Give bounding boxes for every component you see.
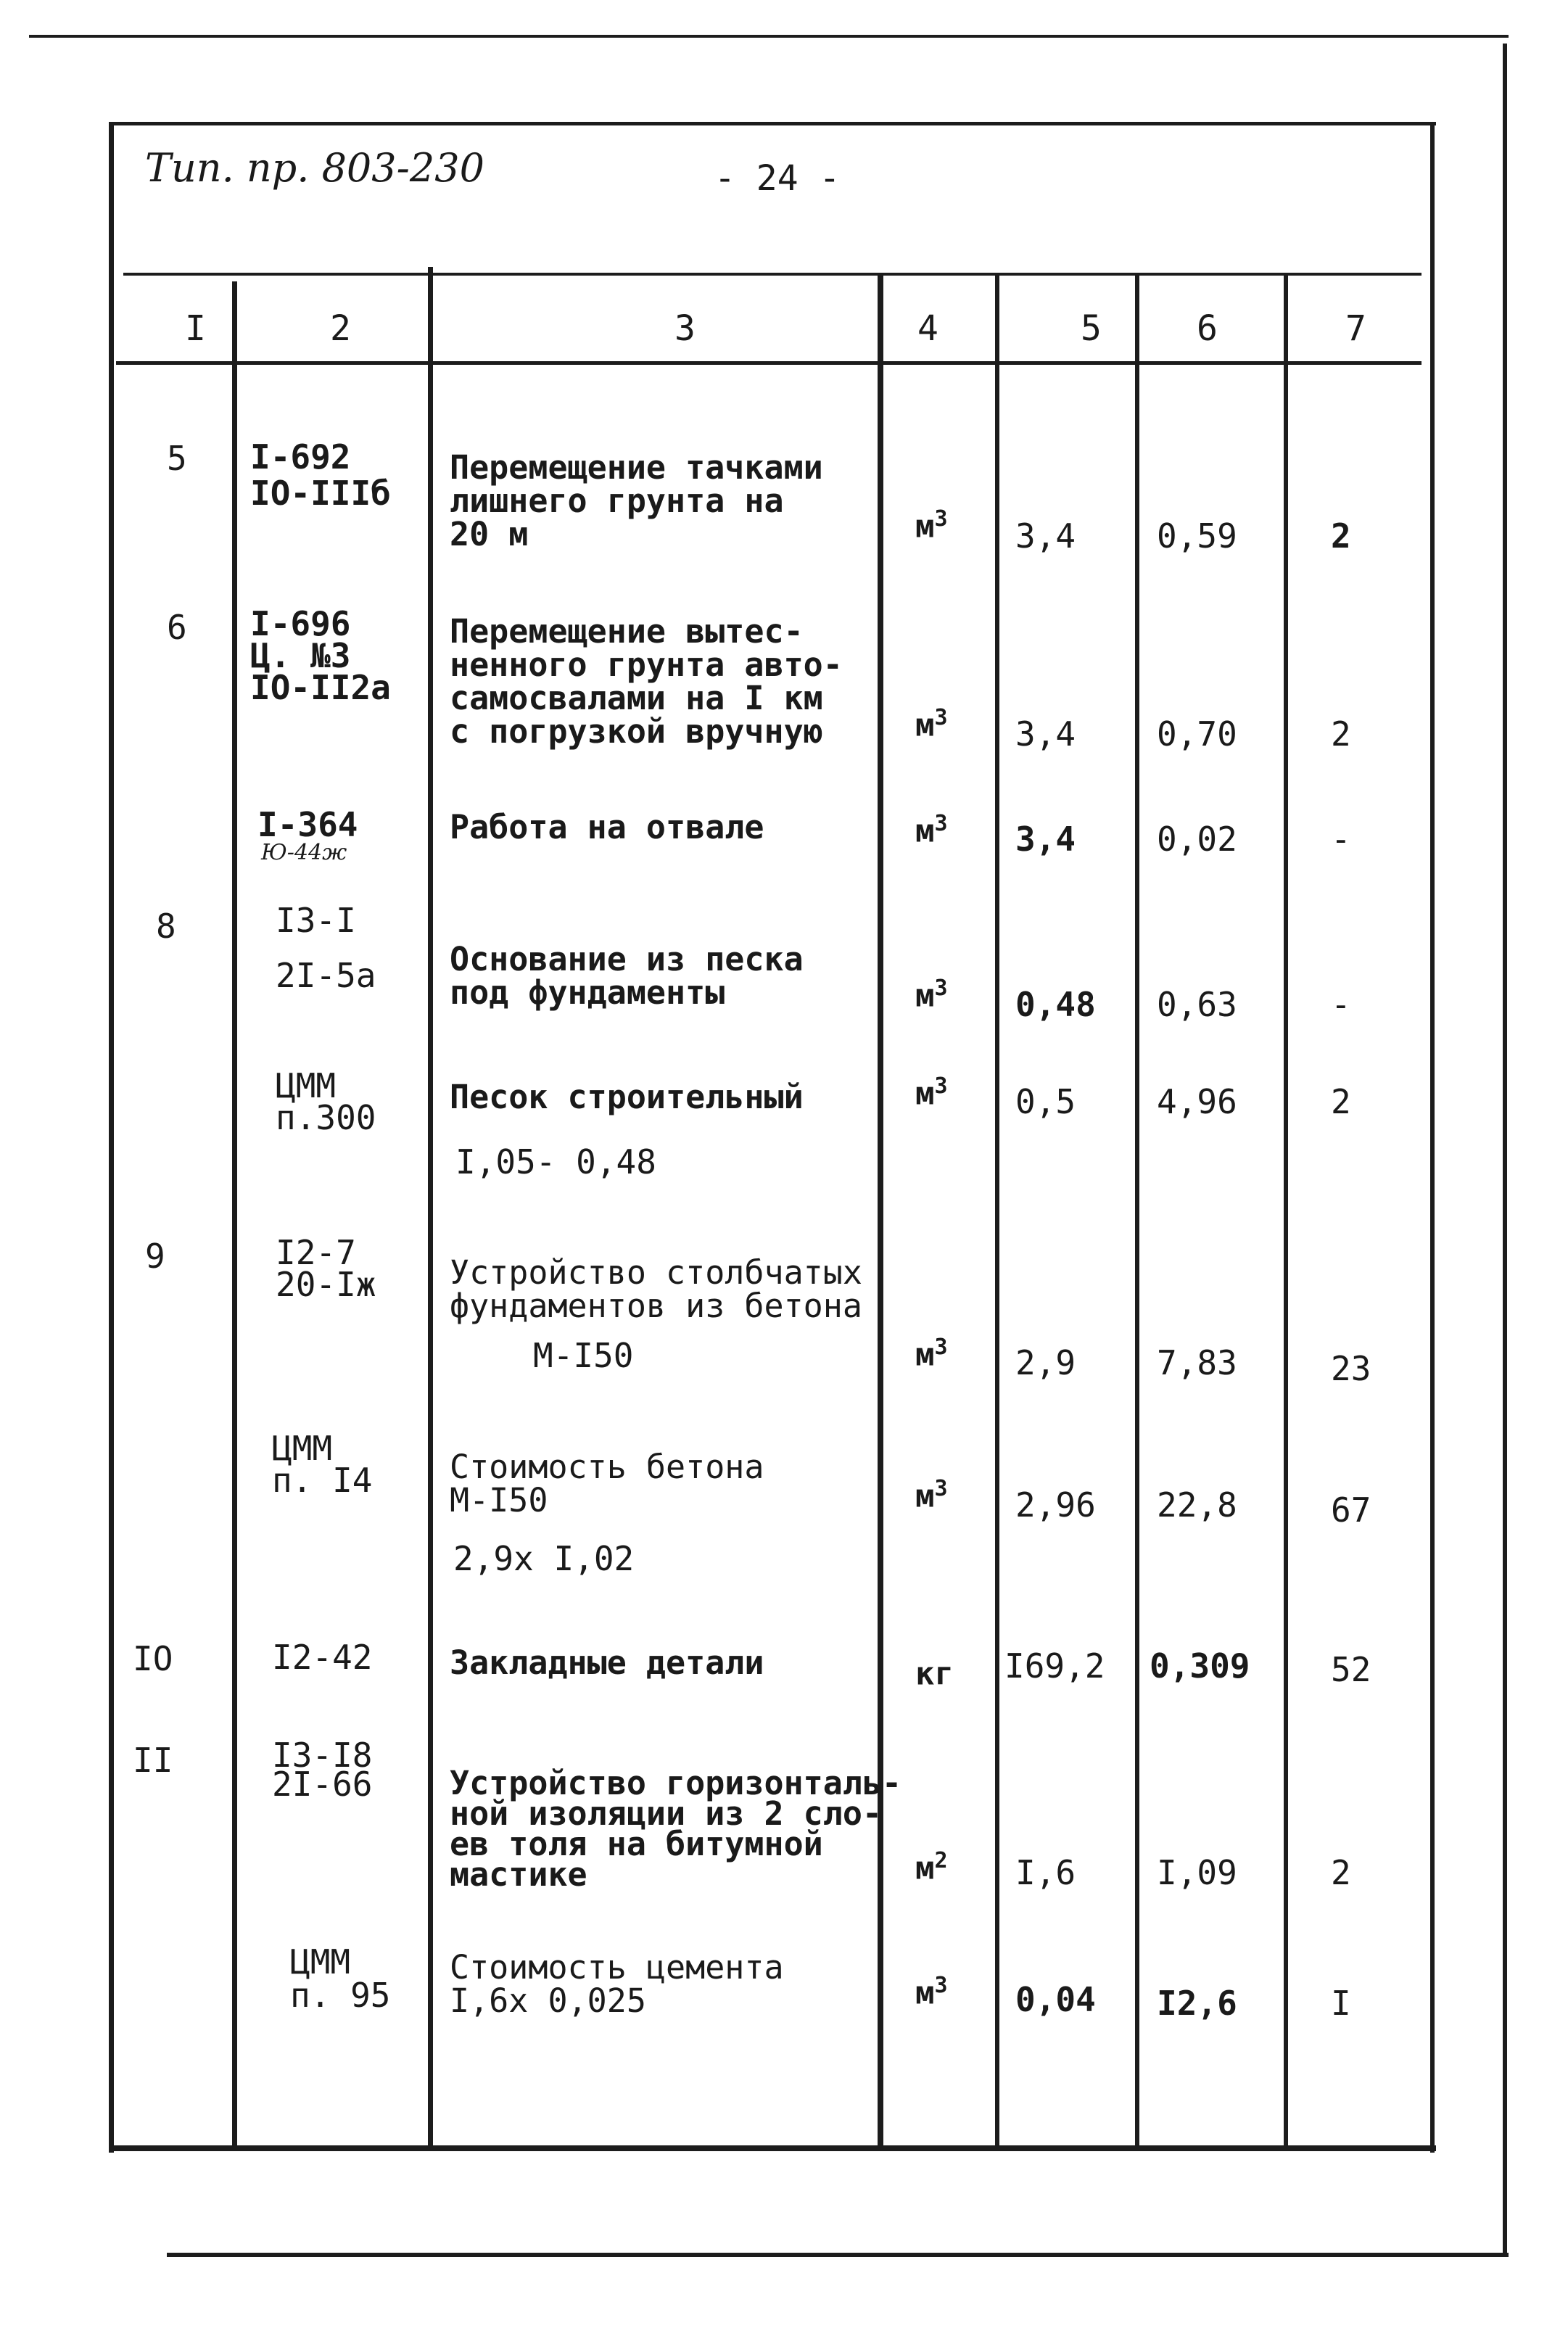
col-header-5: 5 xyxy=(1081,308,1102,349)
total: 52 xyxy=(1331,1650,1371,1689)
quantity: 3,4 xyxy=(1015,820,1076,859)
row-number: 5 xyxy=(167,439,187,478)
col-header-4: 4 xyxy=(917,308,938,349)
unit: $м^3$ xyxy=(915,1476,948,1515)
unit-price: 22,8 xyxy=(1157,1485,1237,1525)
work-description: Работа на отвале xyxy=(450,808,764,846)
work-description: Перемещение вытес- ненного грунта авто- самосвалами на I км с погрузкой вручную xyxy=(450,612,843,751)
frame-right xyxy=(1430,122,1435,2153)
row-number: 9 xyxy=(145,1237,165,1276)
unit: $м^3$ xyxy=(915,975,948,1015)
total: 67 xyxy=(1331,1490,1371,1530)
unit: $м^3$ xyxy=(915,705,948,744)
concrete-grade: М-I50 xyxy=(533,1336,634,1375)
norm-code: ЦММ п.300 xyxy=(276,1066,376,1137)
col-header-6: 6 xyxy=(1197,308,1218,349)
col-header-3: 3 xyxy=(674,308,696,349)
header-bottom-rule xyxy=(116,361,1421,365)
total: - xyxy=(1331,820,1351,859)
header-top-rule xyxy=(123,273,1421,276)
unit: $м^2$ xyxy=(915,1848,948,1887)
total: 2 xyxy=(1331,1853,1351,1892)
total: 23 xyxy=(1331,1349,1371,1388)
page-number: - 24 - xyxy=(714,158,841,199)
row-number: II xyxy=(133,1741,173,1780)
top-edge-line xyxy=(29,35,1509,38)
frame-bottom xyxy=(109,2145,1436,2151)
unit-price: 7,83 xyxy=(1157,1343,1237,1382)
unit-price: 0,02 xyxy=(1157,820,1237,859)
work-description: Перемещение тачками лишнего грунта на 20 м xyxy=(450,448,823,553)
work-description: Стоимость цемента I,6х 0,025 xyxy=(450,1948,784,2020)
norm-code: I3-I 2I-5а xyxy=(276,901,376,995)
frame-left xyxy=(109,122,114,2153)
norm-code: I-364 xyxy=(257,805,358,844)
unit-price: I2,6 xyxy=(1157,1984,1237,2023)
calc-note: 2,9х I,02 xyxy=(453,1539,635,1578)
quantity: 0,04 xyxy=(1015,1980,1096,2019)
col-sep-2 xyxy=(428,267,433,2145)
unit: $м^3$ xyxy=(915,1073,948,1113)
work-description: Стоимость бетона М-I50 xyxy=(450,1448,764,1519)
row-number: 6 xyxy=(167,608,187,647)
quantity: 2,9 xyxy=(1015,1343,1076,1382)
norm-code: I-696 Ц. №3 IO-II2а xyxy=(250,604,391,707)
col-sep-5 xyxy=(1135,273,1139,2145)
frame-top xyxy=(109,122,1436,125)
row-number: IO xyxy=(133,1639,173,1678)
unit-price: 0,63 xyxy=(1157,985,1237,1024)
quantity: 0,5 xyxy=(1015,1082,1076,1121)
work-description: Основание из песка под фундаменты xyxy=(450,940,804,1012)
col-sep-1 xyxy=(232,281,237,2145)
unit: $м^3$ xyxy=(915,1335,948,1374)
norm-code: ЦММ п. I4 xyxy=(272,1429,373,1500)
calc-note: I,05- 0,48 xyxy=(455,1142,656,1181)
quantity: I69,2 xyxy=(1004,1646,1105,1686)
unit-price: 4,96 xyxy=(1157,1082,1237,1121)
work-description: Устройство горизонталь- ной изоляции из 2 сло- ев толя на битумной мастике xyxy=(450,1764,902,1894)
total: - xyxy=(1331,985,1351,1024)
work-description: Песок строительный xyxy=(450,1078,804,1116)
unit-price: 0,59 xyxy=(1157,516,1237,556)
quantity: 2,96 xyxy=(1015,1485,1096,1525)
unit-price: I,09 xyxy=(1157,1853,1237,1892)
norm-code: I-692 IO-IIIб xyxy=(250,437,391,513)
right-edge-line xyxy=(1503,44,1507,2256)
total: 2 xyxy=(1331,516,1351,556)
total: 2 xyxy=(1331,714,1351,754)
quantity: 0,48 xyxy=(1015,985,1096,1024)
norm-code: I2-7 20-Iж xyxy=(276,1233,376,1304)
row-number: 8 xyxy=(156,907,176,946)
col-sep-6 xyxy=(1284,273,1288,2145)
work-description: Закладные детали xyxy=(450,1643,764,1682)
col-header-2: 2 xyxy=(330,308,351,349)
norm-code-note: Ю-44ж xyxy=(261,840,347,865)
unit: $м^3$ xyxy=(915,811,948,850)
norm-code: I3-I8 2I-66 xyxy=(272,1736,373,1804)
unit: кг xyxy=(915,1655,954,1693)
unit: $м^3$ xyxy=(915,1973,948,2012)
total: I xyxy=(1331,1984,1351,2023)
col-header-1: I xyxy=(185,308,206,349)
quantity: I,6 xyxy=(1015,1853,1076,1892)
document-reference: Тип. пр. 803-230 xyxy=(145,145,484,191)
unit-price: 0,309 xyxy=(1150,1646,1250,1686)
bottom-edge-line xyxy=(167,2253,1509,2257)
norm-code: I2-42 xyxy=(272,1638,373,1677)
col-sep-4 xyxy=(995,273,999,2145)
norm-code: ЦММ п. 95 xyxy=(290,1942,391,2015)
work-description: Устройство столбчатых фундаментов из бетона xyxy=(450,1253,862,1325)
quantity: 3,4 xyxy=(1015,714,1076,754)
unit-price: 0,70 xyxy=(1157,714,1237,754)
quantity: 3,4 xyxy=(1015,516,1076,556)
total: 2 xyxy=(1331,1082,1351,1121)
unit: $м^3$ xyxy=(915,506,948,545)
col-header-7: 7 xyxy=(1345,308,1366,349)
